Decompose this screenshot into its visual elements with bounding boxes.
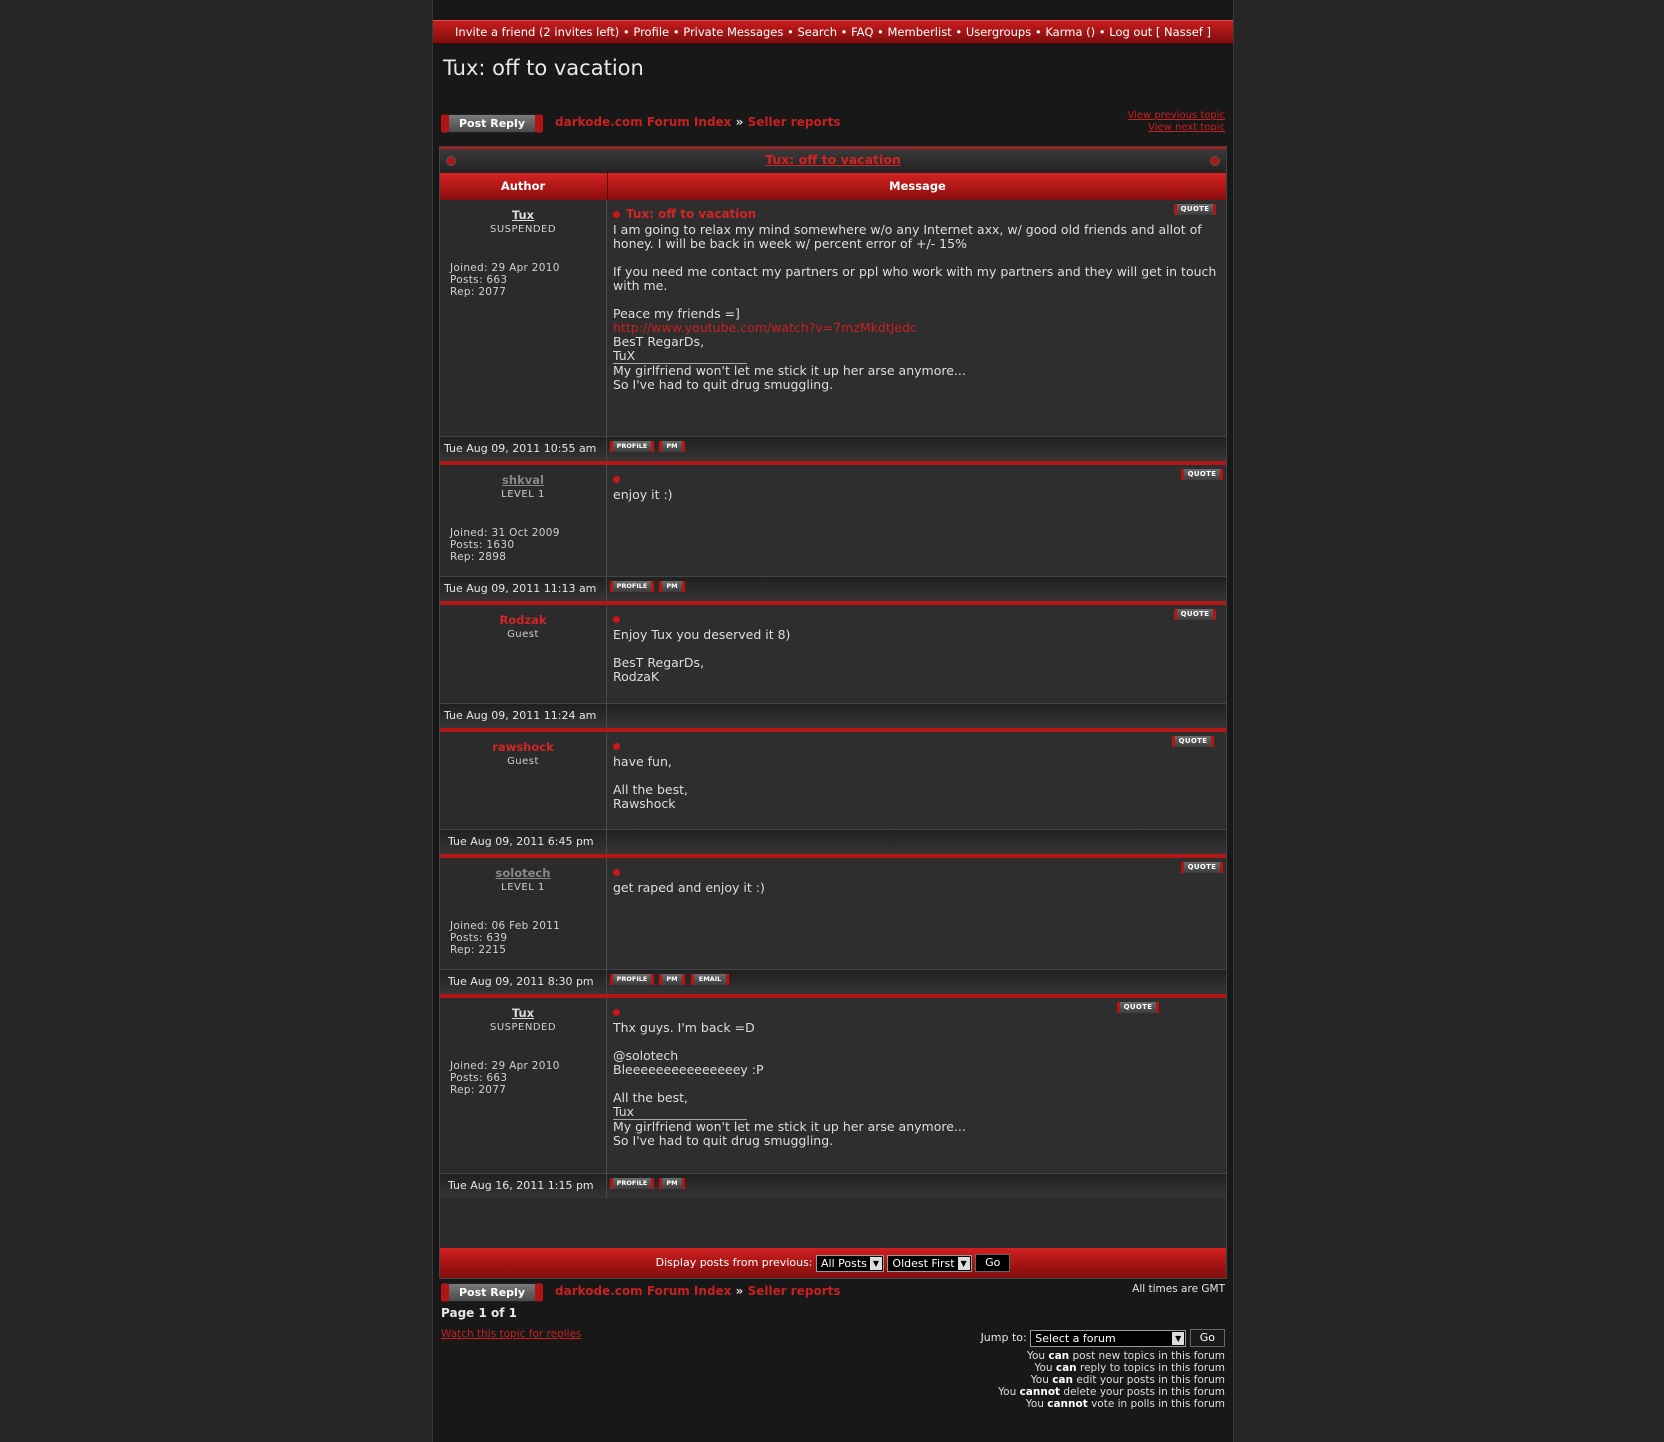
permission-line: You can reply to topics in this forum	[1034, 1362, 1225, 1374]
display-go-button[interactable]: Go	[975, 1254, 1010, 1272]
pm-button[interactable]: PM	[659, 581, 685, 592]
post-body: Enjoy Tux you deserved it 8) BesT RegarDs, RodzaK	[613, 627, 791, 684]
author-stats: Joined: 29 Apr 2010 Posts: 663 Rep: 2077	[450, 262, 560, 298]
author-stats: Joined: 06 Feb 2011 Posts: 639 Rep: 2215	[450, 920, 561, 956]
chevron-down-icon: ▼	[1172, 1332, 1184, 1345]
post-body: have fun, All the best, Rawshock	[613, 754, 688, 811]
post-message-panel	[607, 605, 1226, 703]
profile-button[interactable]: PROFILE	[610, 581, 654, 592]
post-footer	[440, 703, 1226, 728]
posts-table	[439, 146, 1227, 1279]
view-next-topic-link[interactable]: View next topic	[1148, 122, 1225, 133]
email-button[interactable]: EMAIL	[691, 974, 729, 985]
permission-line: You can post new topics in this forum	[1026, 1350, 1225, 1362]
chevron-down-icon: ▼	[958, 1257, 970, 1270]
post-date: Tue Aug 09, 2011 6:45 pm	[448, 835, 594, 848]
post-author-panel	[440, 998, 607, 1173]
breadcrumb-seller-reports[interactable]: Seller reports	[747, 1284, 841, 1298]
author-column-header: Author	[500, 179, 546, 193]
quote-button[interactable]: QUOTE	[1174, 609, 1216, 620]
post-subject	[613, 472, 626, 486]
breadcrumb-forum-index[interactable]: darkode.com Forum Index	[555, 115, 732, 129]
chevron-down-icon: ▼	[870, 1257, 882, 1270]
youtube-link[interactable]: http://www.youtube.com/watch?v=7mzMkdtJedc	[613, 320, 917, 335]
profile-button[interactable]: PROFILE	[610, 974, 654, 985]
breadcrumb: darkode.com Forum Index » Seller reports	[555, 115, 841, 129]
permission-line: You cannot vote in polls in this forum	[1025, 1398, 1225, 1410]
author-name[interactable]: Tux	[511, 208, 535, 222]
post-bullet-icon	[613, 743, 620, 750]
nav-karma[interactable]: Karma ()	[1045, 25, 1096, 39]
post-footer	[440, 1173, 1226, 1198]
quote-button[interactable]: QUOTE	[1181, 469, 1223, 480]
author-name[interactable]: Tux	[511, 1006, 535, 1020]
post-bullet-icon	[613, 869, 620, 876]
post-bullet-icon	[613, 211, 620, 218]
post-author-panel	[440, 605, 607, 703]
corner-dot-icon	[446, 156, 456, 166]
post-date: Tue Aug 09, 2011 11:24 am	[444, 709, 597, 722]
page-container	[432, 0, 1234, 1442]
author-rank: Guest	[507, 629, 539, 640]
post-subject	[613, 739, 626, 753]
forum-permissions	[998, 1350, 1225, 1410]
post-author-panel	[440, 200, 607, 436]
display-label: Display posts from previous:	[655, 1256, 813, 1269]
view-previous-topic-link[interactable]: View previous topic	[1127, 110, 1225, 121]
quote-button[interactable]: QUOTE	[1172, 736, 1214, 747]
author-name[interactable]: Rodzak	[499, 613, 547, 627]
page-indicator: Page 1 of 1	[441, 1306, 517, 1320]
post-date: Tue Aug 16, 2011 1:15 pm	[448, 1179, 594, 1192]
post-footer	[440, 436, 1226, 461]
nav-memberlist[interactable]: Memberlist	[887, 25, 952, 39]
post-date: Tue Aug 09, 2011 11:13 am	[444, 582, 597, 595]
post-author-panel	[440, 465, 607, 576]
author-stats: Joined: 31 Oct 2009 Posts: 1630 Rep: 2898	[450, 527, 560, 563]
forum-select[interactable]: Select a forum ▼	[1030, 1330, 1186, 1347]
posts-period-select[interactable]: All Posts ▼	[816, 1255, 884, 1272]
post-author-panel	[440, 732, 607, 829]
post	[440, 200, 1226, 461]
table-title-link[interactable]: Tux: off to vacation	[765, 152, 901, 167]
author-rank: SUSPENDED	[489, 1022, 557, 1033]
post	[440, 998, 1226, 1198]
post-subject	[613, 1005, 626, 1019]
nav-faq[interactable]: FAQ	[851, 25, 874, 39]
post-message-panel	[607, 732, 1226, 829]
post	[440, 858, 1226, 994]
post-footer	[440, 576, 1226, 601]
profile-button[interactable]: PROFILE	[610, 1178, 654, 1189]
pm-button[interactable]: PM	[659, 974, 685, 985]
breadcrumb-forum-index[interactable]: darkode.com Forum Index	[555, 1284, 732, 1298]
display-options-bar	[440, 1248, 1226, 1278]
nav-logout[interactable]: Log out [ Nassef ]	[1109, 25, 1211, 39]
nav-private-messages[interactable]: Private Messages	[683, 25, 784, 39]
nav-usergroups[interactable]: Usergroups	[965, 25, 1032, 39]
post-subject	[613, 865, 626, 879]
post-footer	[440, 829, 1226, 854]
post-body: enjoy it :)	[613, 487, 673, 502]
post-message-panel	[607, 465, 1226, 576]
quote-button[interactable]: QUOTE	[1117, 1002, 1159, 1013]
table-title	[440, 147, 1226, 173]
post-message-panel	[607, 858, 1226, 969]
topic-navigation	[1127, 110, 1225, 134]
breadcrumb-bottom: darkode.com Forum Index » Seller reports	[555, 1284, 841, 1298]
signature: My girlfriend won't let me stick it up her arse anymore... So I've had to quit drug smuggling.	[613, 363, 966, 392]
permission-line: You can edit your posts in this forum	[1030, 1374, 1225, 1386]
post	[440, 732, 1226, 854]
nav-invite[interactable]: Invite a friend (2 invites left)	[455, 25, 620, 39]
top-navigation: Invite a friend (2 invites left) • Profile • Private Messages • Search • FAQ • Memberlist • Usergroups • Karma () • Log out [ Nassef ]	[433, 20, 1233, 44]
post-subject: Tux: off to vacation	[613, 207, 756, 221]
post-message-panel	[607, 998, 1226, 1173]
timezone-note: All times are GMT	[1132, 1283, 1225, 1295]
post-reply-button-bottom[interactable]: Post Reply	[441, 1283, 543, 1302]
author-name[interactable]: rawshock	[492, 740, 554, 754]
watch-topic-link[interactable]: Watch this topic for replies	[441, 1328, 582, 1340]
post-subject	[613, 612, 626, 626]
post	[440, 465, 1226, 601]
jump-go-button[interactable]: Go	[1190, 1329, 1225, 1347]
post	[440, 605, 1226, 728]
author-stats: Joined: 29 Apr 2010 Posts: 663 Rep: 2077	[450, 1060, 560, 1096]
sort-order-select[interactable]: Oldest First ▼	[887, 1255, 971, 1272]
profile-button[interactable]: PROFILE	[610, 441, 654, 452]
post-bullet-icon	[613, 476, 620, 483]
permission-line: You cannot delete your posts in this forum	[998, 1386, 1225, 1398]
nav-profile[interactable]: Profile	[633, 25, 670, 39]
post-author-panel	[440, 858, 607, 969]
post-date: Tue Aug 09, 2011 8:30 pm	[448, 975, 594, 988]
post-body: Thx guys. I'm back =D @solotech Bleeeeeeeeeeeeeeey :P All the best, Tux My girlfriend won't let me stick it up her arse anymore... So I've had to quit drug smuggling.	[613, 1020, 966, 1148]
pm-button[interactable]: PM	[659, 1178, 685, 1189]
post-body: I am going to relax my mind somewhere w/o any Internet axx, w/ good old friends and allot of honey. I will be back in week w/ percent error of +/- 15% If you need me contact my partners or ppl who work with my partners and they will get in touch with me. Peace my friends =] http://www.youtube.com/watch?v=7mzMkdtJedc BesT RegarDs, TuX My girlfriend won't let me stick it up her arse anymore... So I've had to quit drug smuggling.	[613, 222, 1217, 392]
post-footer	[440, 969, 1226, 994]
post-bullet-icon	[613, 616, 620, 623]
pm-button[interactable]: PM	[659, 441, 685, 452]
author-name[interactable]: shkval	[502, 473, 544, 487]
author-rank: Guest	[507, 756, 539, 767]
jump-label: Jump to:	[980, 1331, 1027, 1344]
author-rank: SUSPENDED	[489, 224, 557, 235]
author-rank: LEVEL 1	[501, 882, 545, 893]
jump-to	[981, 1329, 1225, 1347]
nav-search[interactable]: Search	[797, 25, 837, 39]
author-rank: LEVEL 1	[501, 489, 545, 500]
post-bullet-icon	[613, 1009, 620, 1016]
quote-button[interactable]: QUOTE	[1181, 862, 1223, 873]
post-body: get raped and enjoy it :)	[613, 880, 765, 895]
quote-button[interactable]: QUOTE	[1174, 204, 1216, 215]
page-title: Tux: off to vacation	[443, 56, 644, 80]
post-message-panel	[607, 200, 1226, 436]
author-name[interactable]: solotech	[495, 866, 551, 880]
post-date: Tue Aug 09, 2011 10:55 am	[444, 442, 597, 455]
breadcrumb-seller-reports[interactable]: Seller reports	[747, 115, 841, 129]
post-reply-button[interactable]: Post Reply	[441, 114, 543, 133]
corner-dot-icon	[1210, 156, 1220, 166]
column-headers	[440, 173, 1226, 200]
message-column-header: Message	[607, 173, 1227, 200]
signature: My girlfriend won't let me stick it up her arse anymore... So I've had to quit drug smuggling.	[613, 1119, 966, 1148]
